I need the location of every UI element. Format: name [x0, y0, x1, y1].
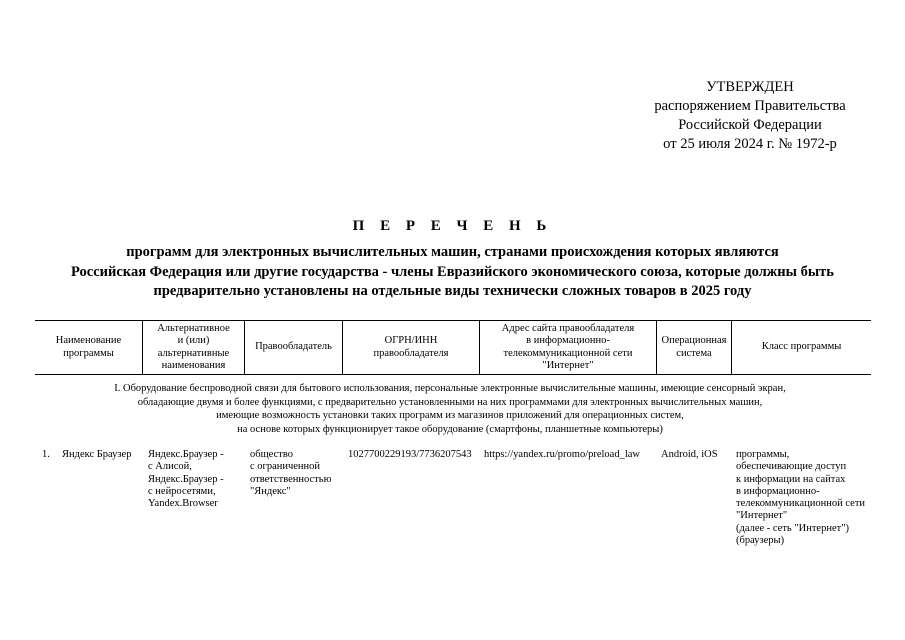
section-heading: I. Оборудование беспроводной связи для бытового использования, персональные электронные вычислительные машины, имеющие сенсорный экран, обладающие двумя и более функциями, с предварительно установленными на них программами для электронных вычислительных машин, имеющие возможность установки таких программ из магазинов приложений для операционных систем, на основе которых функционирует такое оборудование (смартфоны, планшетные компьютеры)	[114, 383, 786, 435]
subtitle-line: программ для электронных вычислительных машин, странами происхождения которых являются	[126, 244, 779, 260]
cell-site-address: https://yandex.ru/promo/preload_law	[484, 449, 641, 460]
subtitle-line: Российская Федерация или другие государства - члены Евразийского экономического союза, которые должны быть	[71, 263, 834, 280]
subtitle-line: предварительно установлены на отдельные виды технически сложных товаров в 2025 году	[153, 283, 752, 299]
header-ogrn-inn: ОГРН/ИНН правообладателя	[373, 335, 449, 359]
cell-owner: общество с ограниченной ответственностью "Яндекс"	[250, 449, 332, 497]
header-program-class: Класс программы	[761, 341, 842, 353]
cell-program-class: программы, обеспечивающие доступ к информации на сайтах в информационно- телекоммуникационной сети "Интернет" (далее - сеть "Интернет") (браузеры)	[736, 449, 866, 547]
document-subtitle	[0, 243, 905, 302]
header-operating-system: Операционная система	[661, 335, 727, 359]
table-header-bottom-border	[35, 374, 871, 375]
header-program-name: Наименование программы	[55, 335, 122, 359]
cell-alternative-names: Яндекс.Браузер - с Алисой, Яндекс.Браузер - с нейросетями, Yandex.Browser	[148, 449, 224, 510]
document-title: П Е Р Е Ч Е Н Ь	[352, 218, 553, 234]
cell-program-name: Яндекс Браузер	[62, 449, 132, 460]
approval-line: Российской Федерации	[678, 117, 822, 133]
header-site-address: Адрес сайта правообладателя в информационно- телекоммуникационной сети "Интернет"	[501, 322, 635, 371]
approval-block	[600, 78, 900, 154]
row-number: 1.	[42, 449, 50, 460]
approval-line: распоряжением Правительства	[654, 98, 846, 114]
approval-line: от 25 июля 2024 г. № 1972-р	[663, 136, 837, 152]
approval-heading: УТВЕРЖДЕН	[706, 79, 794, 95]
cell-operating-system: Android, iOS	[661, 449, 718, 460]
header-owner: Правообладатель	[255, 341, 332, 353]
header-alternative-names: Альтернативное и (или) альтернативные наименования	[157, 322, 230, 371]
cell-ogrn-inn: 1027700229193/7736207543	[348, 449, 472, 460]
